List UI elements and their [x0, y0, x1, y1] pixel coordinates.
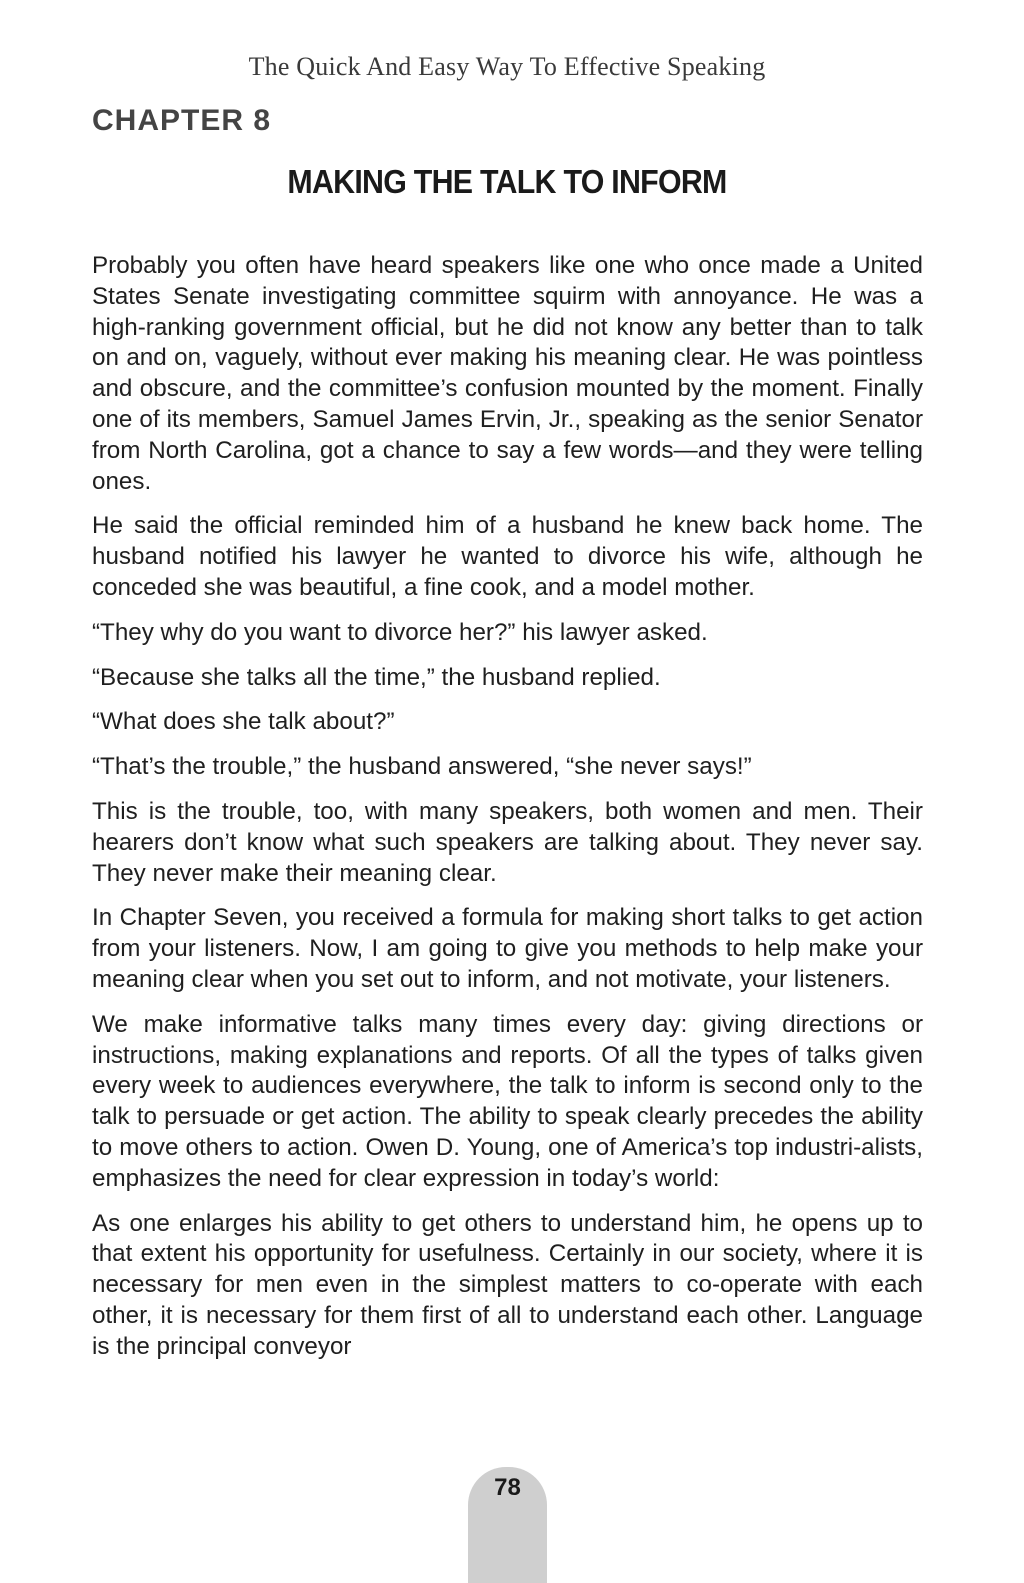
paragraph: “What does she talk about?”	[92, 708, 395, 736]
paragraph: “Because she talks all the time,” the husband replied.	[92, 663, 661, 691]
paragraph: As one enlarges his ability to get others to understand him, he opens up to that extent his opportunity for usefulness. Certainly in our society, where it is necessary for men even in the simplest matters to co-operate with each other, it is necessary for them first of all to understand each other. Language is the principal conveyor	[92, 1209, 923, 1360]
page-number: 78	[494, 1474, 521, 1501]
running-head: The Quick And Easy Way To Effective Speaking	[248, 52, 766, 81]
chapter-title: MAKING THE TALK TO INFORM	[287, 163, 727, 200]
paragraph: Probably you often have heard speakers like one who once made a United States Senate investigating committee squirm with annoyance. He was a high-ranking government official, but he did not know any better than to talk on and on, vaguely, without ever making his meaning clear. He was pointless and obscure, and the committee’s confusion mounted by the moment. Finally one of its members, Samuel James Ervin, Jr., speaking as the senior Senator from North Carolina, got a chance to say a few words—and they were telling ones.	[92, 252, 923, 495]
paragraph: In Chapter Seven, you received a formula for making short talks to get action from your listeners. Now, I am going to give you methods to help make your meaning clear when you set out to inform, and not motivate, your listeners.	[92, 904, 923, 993]
chapter-label: CHAPTER 8	[92, 104, 272, 137]
body-text	[92, 251, 923, 1377]
paragraph: We make informative talks many times every day: giving directions or instructions, making explanations and reports. Of all the types of talks given every week to audiences everywhere, the talk to inform is second only to the talk to persuade or get action. The ability to speak clearly precedes the ability to move others to action. Owen D. Young, one of America’s top industri-alists, emphasizes the need for clear expression in today’s world:	[92, 1010, 923, 1192]
paragraph: “They why do you want to divorce her?” his lawyer asked.	[92, 618, 708, 646]
paragraph: This is the trouble, too, with many speakers, both women and men. Their hearers don’t know what such speakers are talking about. They never say. They never make their meaning clear.	[92, 797, 923, 887]
paragraph: “That’s the trouble,” the husband answered, “she never says!”	[92, 753, 752, 781]
paragraph: He said the official reminded him of a husband he knew back home. The husband notified his lawyer he wanted to divorce his wife, although he conceded she was beautiful, a fine cook, and a model mother.	[92, 512, 923, 601]
page-number-tab	[468, 1467, 547, 1583]
